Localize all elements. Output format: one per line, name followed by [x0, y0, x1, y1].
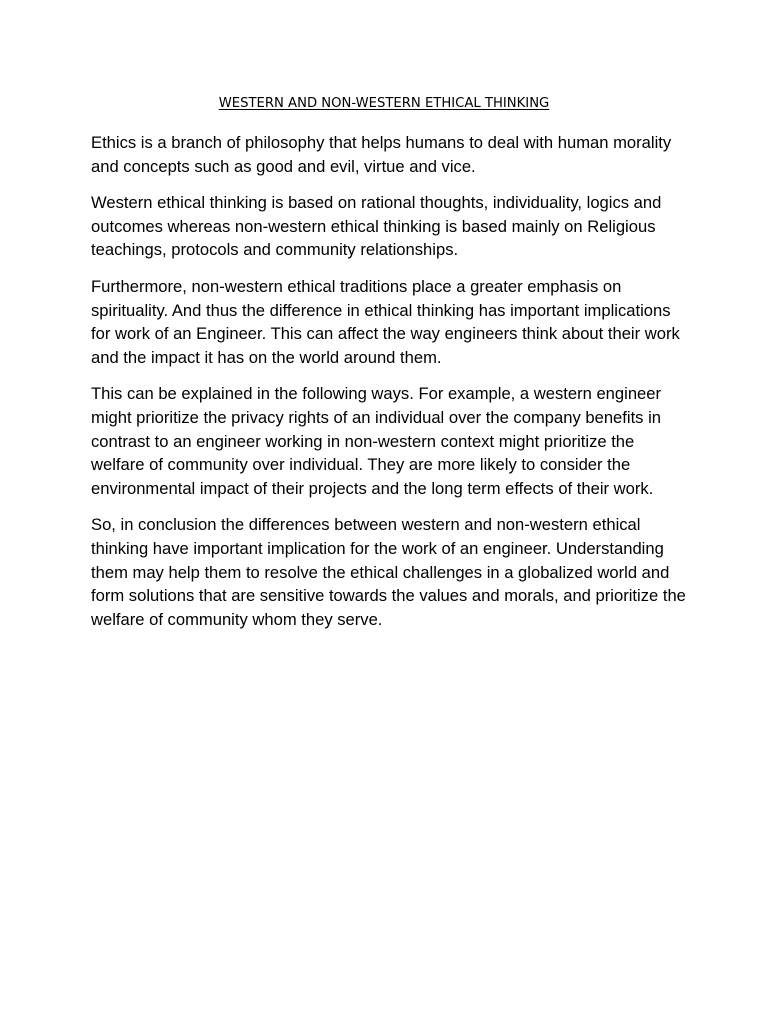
- paragraph-conclusion: So, in conclusion the differences between western and non-western ethical thinking have important implication for the work of an engineer. Understanding them may help them to resolve the ethical challenges in a globalized world and form solutions that are sensitive towards the values and morals, and prioritize the welfare of community whom they serve.: [91, 515, 686, 629]
- document-body: [91, 131, 691, 644]
- document-title: WESTERN AND NON-WESTERN ETHICAL THINKING: [218, 96, 550, 111]
- paragraph-implications: Furthermore, non-western ethical traditions place a greater emphasis on spirituality. And thus the difference in ethical thinking has important implications for work of an Engineer. This can affect the way engineers think about their work and the impact it has on the world around them.: [91, 276, 680, 367]
- paragraph-definition: Ethics is a branch of philosophy that helps humans to deal with human morality and concepts such as good and evil, virtue and vice.: [91, 133, 672, 176]
- paragraph-examples: This can be explained in the following ways. For example, a western engineer might prioritize the privacy rights of an individual over the company benefits in contrast to an engineer working in non-western context might prioritize the welfare of community over individual. They are more likely to consider the environmental impact of their projects and the long term effects of their work.: [91, 384, 662, 498]
- paragraph-comparison: Western ethical thinking is based on rational thoughts, individuality, logics and outcomes whereas non-western ethical thinking is based mainly on Religious teachings, protocols and community relationships.: [91, 193, 662, 260]
